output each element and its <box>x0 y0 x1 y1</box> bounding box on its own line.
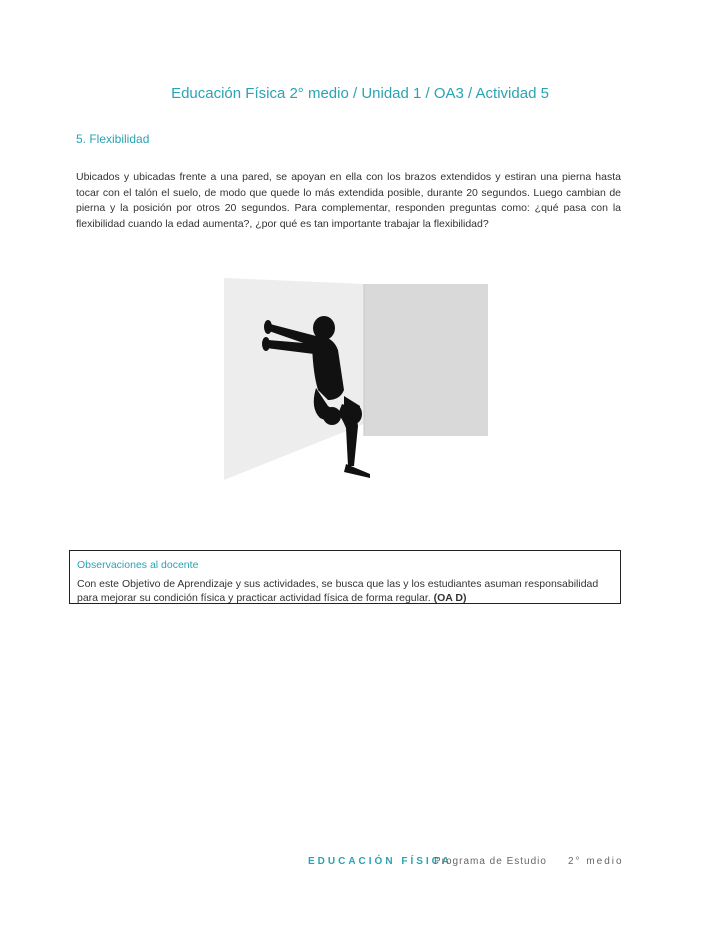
stretching-illustration <box>220 278 492 484</box>
observations-text: Con este Objetivo de Aprendizaje y sus actividades, se busca que las y los estudiantes asuman responsabilidad para mejorar su condición física y practicar actividad física de forma regular. <box>77 578 599 604</box>
observations-box <box>69 550 621 604</box>
observations-reference: (OA D) <box>433 592 467 604</box>
footer-subject: EDUCACIÓN FÍSICA <box>308 856 453 867</box>
person-stretching-icon <box>220 278 492 484</box>
box-bottom-divider <box>70 603 620 604</box>
page-title: Educación Física 2° medio / Unidad 1 / OA3 / Actividad 5 <box>171 85 549 102</box>
observations-title: Observaciones al docente <box>77 559 199 571</box>
activity-instructions: Ubicados y ubicadas frente a una pared, se apoyan en ella con los brazos extendidos y estiran una pierna hasta tocar con el talón el suelo, de modo que quede lo más extendida posible, durante 20 segundos. Luego cambian de pierna y la posición por otros 20 segundos. Para complementar, responden preguntas como: ¿qué pasa con la flexibilidad cuando la edad aumenta?, ¿por qué es tan importante trabajar la flexibilidad? <box>76 171 621 230</box>
footer-program: Programa de Estudio <box>434 856 547 867</box>
page-footer <box>0 856 720 872</box>
observations-text-block <box>77 577 613 605</box>
footer-level: 2° medio <box>568 856 624 867</box>
section-heading: 5. Flexibilidad <box>76 132 150 146</box>
